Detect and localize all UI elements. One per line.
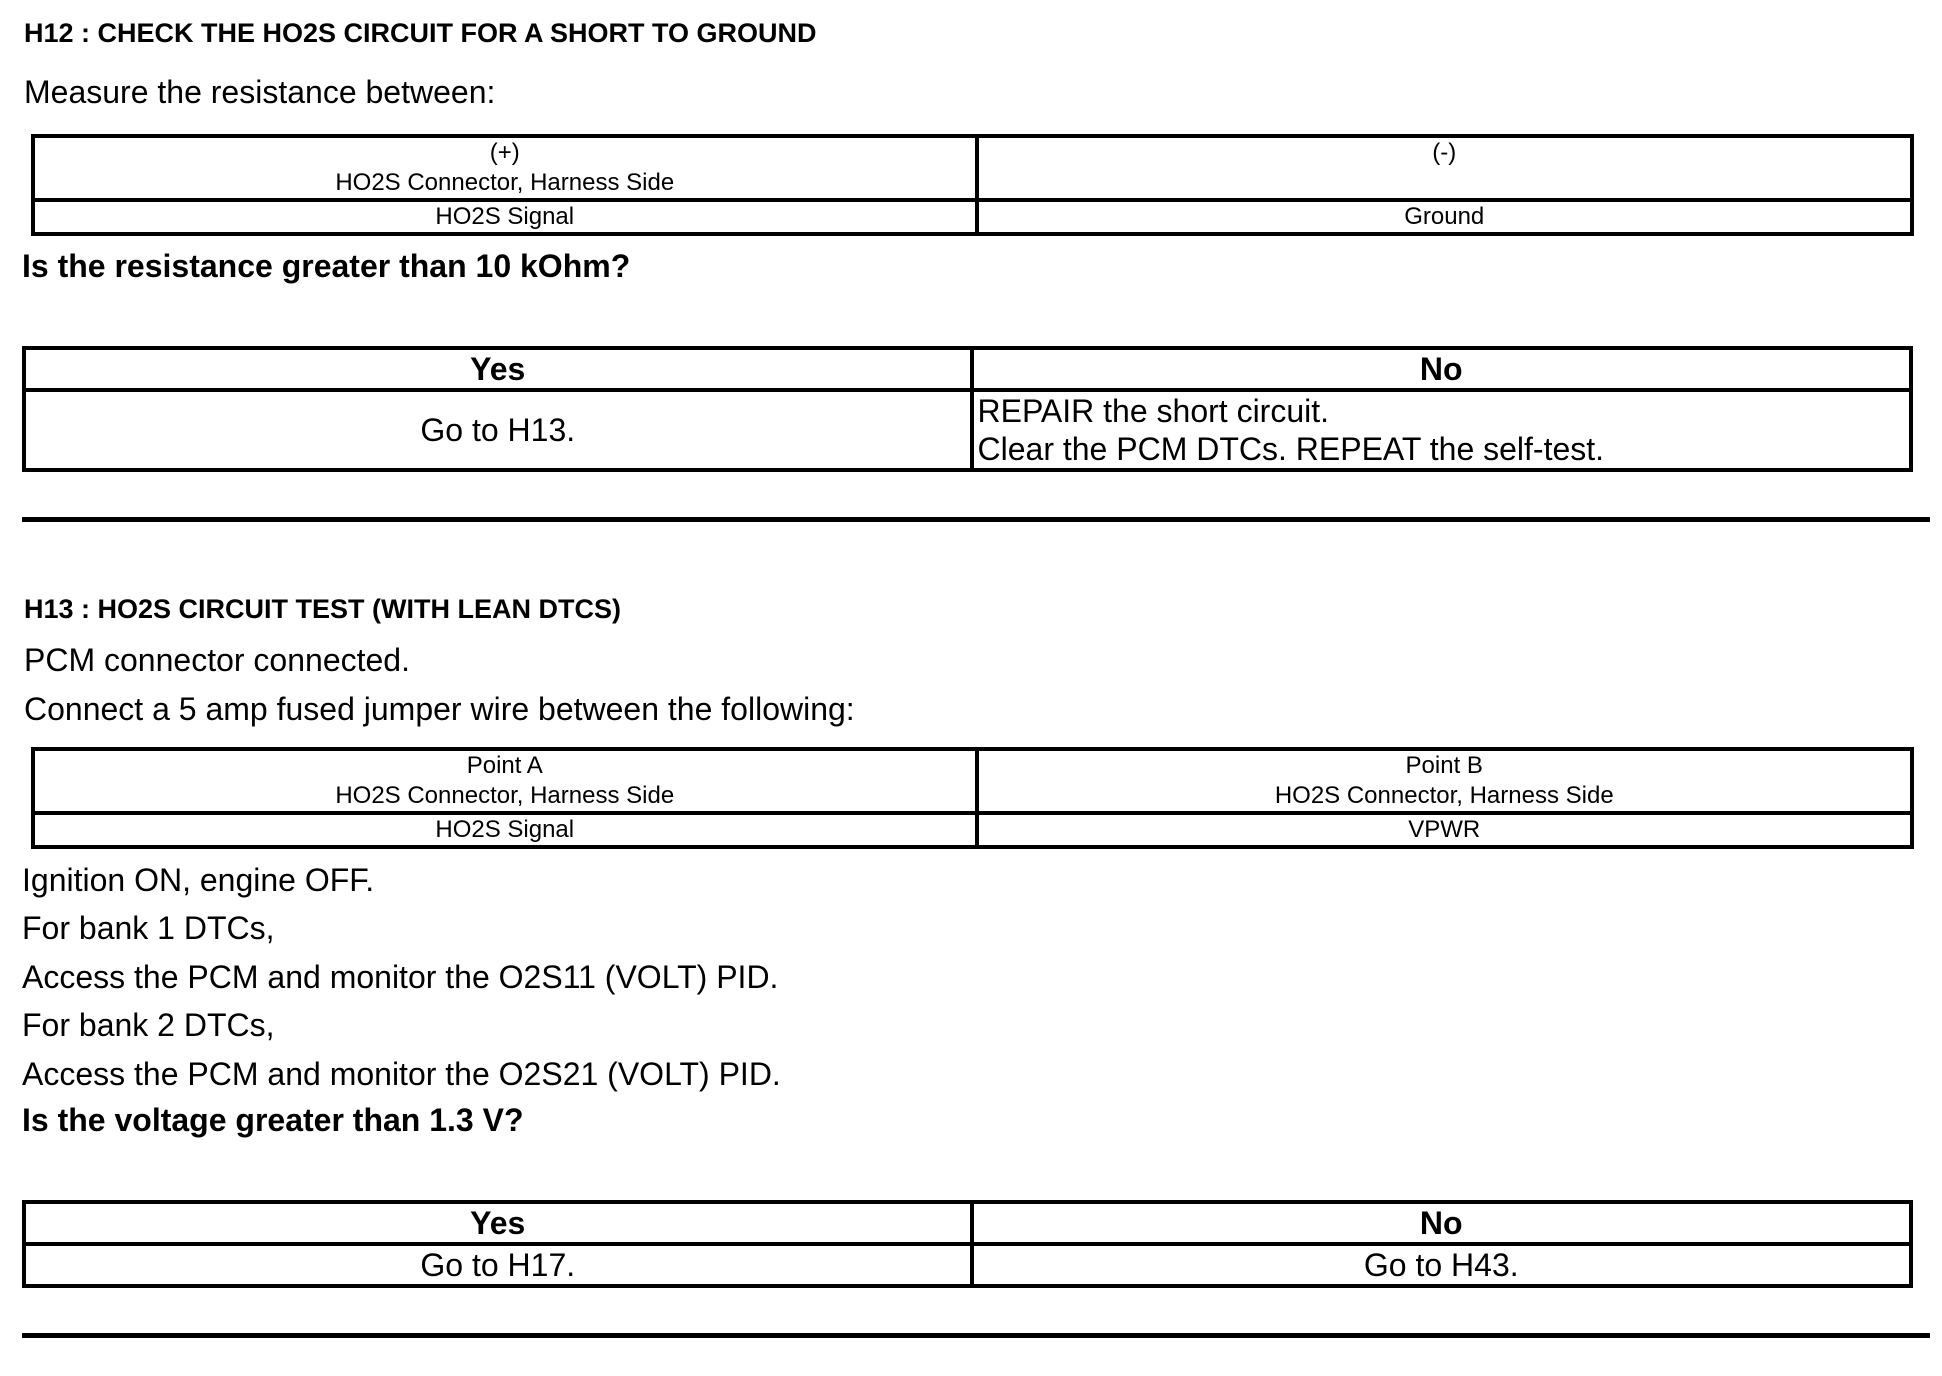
h12-step-title: H12 : CHECK THE HO2S CIRCUIT FOR A SHORT TO GROUND bbox=[24, 18, 817, 48]
h13-line: Access the PCM and monitor the O2S21 (VOLT) PID. bbox=[22, 1056, 781, 1092]
h13-no-header: No bbox=[972, 1202, 1912, 1244]
h13-answer-table bbox=[22, 1200, 1913, 1288]
h13-no-action: Go to H43. bbox=[972, 1244, 1912, 1286]
h13-jumper-header-point-b-label: Point B bbox=[1405, 752, 1483, 779]
h12-no-header: No bbox=[972, 348, 1912, 390]
h13-jumper-value-point-b: VPWR bbox=[977, 813, 1913, 847]
h12-measure-value-positive: HO2S Signal bbox=[33, 200, 977, 234]
h12-measure-header-positive-connector: HO2S Connector, Harness Side bbox=[335, 169, 675, 196]
h12-measure-header-positive-label: (+) bbox=[489, 139, 520, 166]
h13-line: PCM connector connected. bbox=[24, 642, 410, 678]
h13-jumper-header-point-a-label: Point A bbox=[466, 752, 543, 779]
h12-measure-header-negative-label: (-) bbox=[1432, 139, 1457, 166]
h13-line: For bank 2 DTCs, bbox=[22, 1007, 275, 1043]
section-divider bbox=[22, 1333, 1930, 1338]
h13-step-title: H13 : HO2S CIRCUIT TEST (WITH LEAN DTCS) bbox=[24, 594, 622, 624]
h13-jumper-value-point-a: HO2S Signal bbox=[33, 813, 977, 847]
h12-measure-table bbox=[31, 134, 1914, 236]
h12-measure-value-negative: Ground bbox=[977, 200, 1913, 234]
h12-instruction: Measure the resistance between: bbox=[24, 74, 496, 110]
h12-no-action-line1: REPAIR the short circuit. bbox=[977, 393, 1330, 429]
h13-question: Is the voltage greater than 1.3 V? bbox=[22, 1102, 524, 1138]
h12-no-action bbox=[972, 390, 1912, 470]
h12-no-action-line2: Clear the PCM DTCs. REPEAT the self-test. bbox=[977, 431, 1605, 467]
h13-jumper-header-point-a bbox=[33, 749, 977, 813]
h13-line: For bank 1 DTCs, bbox=[22, 910, 275, 946]
h13-line: Ignition ON, engine OFF. bbox=[22, 862, 375, 898]
h12-yes-action: Go to H13. bbox=[24, 390, 972, 470]
h12-answer-table bbox=[22, 346, 1913, 472]
h12-measure-header-positive bbox=[33, 136, 977, 200]
h13-jumper-header-point-b bbox=[977, 749, 1913, 813]
h13-jumper-header-point-a-connector: HO2S Connector, Harness Side bbox=[335, 782, 675, 809]
h13-jumper-table bbox=[31, 747, 1914, 849]
h12-measure-header-negative bbox=[977, 136, 1913, 200]
h13-jumper-header-point-b-connector: HO2S Connector, Harness Side bbox=[1274, 782, 1614, 809]
h12-yes-header: Yes bbox=[24, 348, 972, 390]
h13-yes-action: Go to H17. bbox=[24, 1244, 972, 1286]
h12-question: Is the resistance greater than 10 kOhm? bbox=[22, 248, 631, 284]
h13-yes-header: Yes bbox=[24, 1202, 972, 1244]
h13-line: Connect a 5 amp fused jumper wire between the following: bbox=[24, 691, 855, 727]
h13-line: Access the PCM and monitor the O2S11 (VOLT) PID. bbox=[22, 959, 779, 995]
section-divider bbox=[22, 517, 1930, 522]
